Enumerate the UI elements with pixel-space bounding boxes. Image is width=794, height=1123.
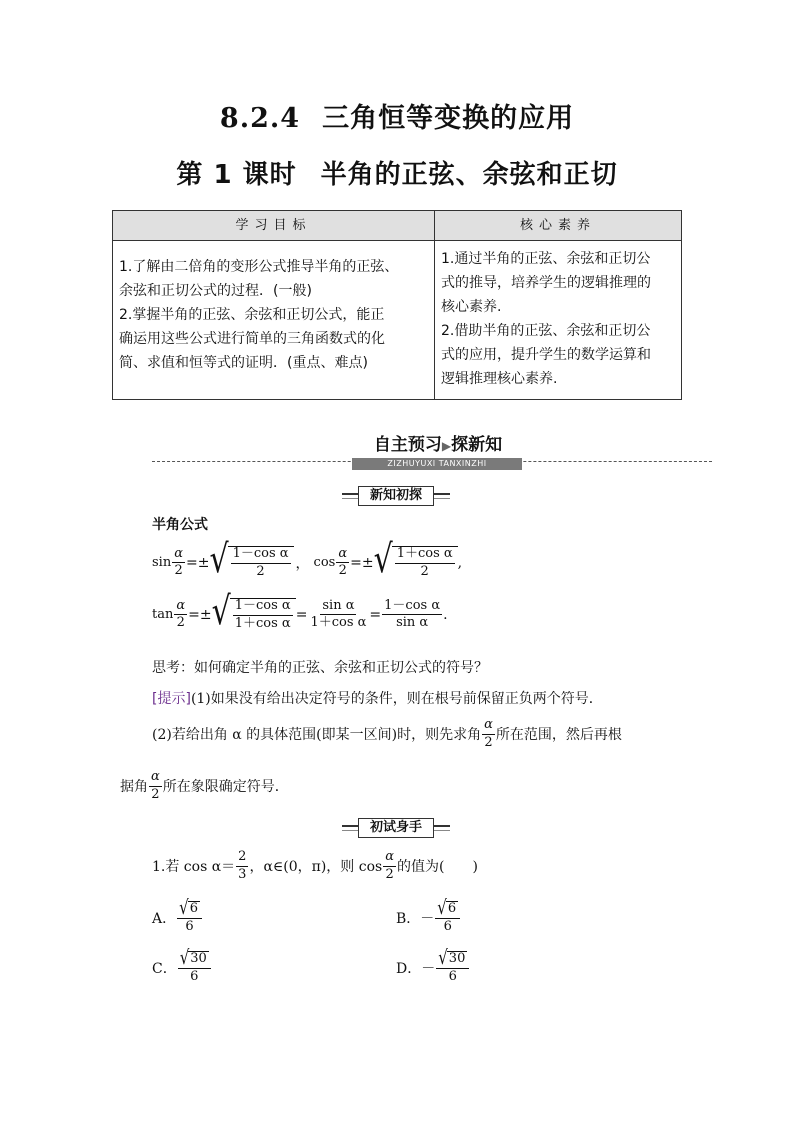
literacy-line: 1.通过半角的正弦、余弦和正切公	[441, 251, 651, 267]
sqrt-icon: √ 6	[179, 896, 198, 920]
section-number: 8.2.4	[219, 103, 301, 134]
hint-2-continued: 据角 $\frac{\alpha}{2}$ 所在象限确定符号．	[120, 769, 289, 802]
goals-table	[112, 210, 682, 400]
section-label-new-knowledge	[342, 485, 450, 507]
lesson-title-text: 半角的正弦、余弦和正切	[320, 160, 618, 190]
literacy-line: 核心素养.	[441, 299, 502, 315]
literacy-line: 式的推导，培养学生的逻辑推理的	[441, 275, 651, 291]
sqrt-icon: √ 6	[437, 896, 457, 920]
goals-col-header: 学习目标	[113, 211, 435, 241]
option-d[interactable]: D． － √ 30 6	[396, 951, 470, 985]
lesson-title	[0, 154, 794, 191]
banner-pinyin: ZIZHUYUXI TANXINZHI	[352, 458, 522, 470]
half-angle-tan-formula: tan $\frac{\alpha}{2}$ = ± √ $\frac{\text{1－cos α}}{\text{1＋cos α}}$ = $\frac{\text{sin α}}{\text{1＋cos α}}$ = $\frac{\text{1－cos α}}{\text{sin α}}$ .	[152, 589, 448, 635]
literacy-cell	[435, 241, 682, 400]
option-c[interactable]: C． √ 30 6	[152, 951, 212, 985]
literacy-line: 2.借助半角的正弦、余弦和正切公	[441, 323, 651, 339]
goal-line: 简、求值和恒等式的证明．(重点、难点)	[119, 355, 368, 371]
hint-tag: [提示]	[152, 691, 191, 707]
arrow-icon: ▶	[441, 439, 452, 453]
half-angle-sin-cos-formula: sin $\frac{\alpha}{2}$ = ± √ $\frac{\text{1－cos α}}{2}$ ， cos $\frac{\alpha}{2}$ = ± √ $\frac{\text{1＋cos α}}{2}$ ,	[152, 537, 463, 583]
hint-2: (2)若给出角 α 的具体范围(即某一区间)时，则先求角 $\frac{\alpha}{2}$ 所在范围，然后再根	[152, 717, 622, 750]
sqrt-icon: √ $\frac{\text{1＋cos α}}{2}$	[374, 546, 458, 580]
option-b[interactable]: B． － √ 6 6	[396, 901, 461, 935]
goal-line: 1.了解由二倍角的变形公式推导半角的正弦、	[119, 259, 399, 275]
question-1: 1.若 cos α＝ $\frac{2}{3}$ ，α∈(0，π)，则 cos $\frac{\alpha}{2}$ 的值为( )	[152, 849, 478, 882]
goal-line: 确运用这些公式进行简单的三角函数式的化	[119, 331, 385, 347]
sqrt-icon: √ 30	[179, 946, 207, 970]
literacy-line: 逻辑推理核心素养.	[441, 371, 558, 387]
literacy-col-header: 核心素养	[435, 211, 682, 241]
banner-text-a: 自主预习	[373, 435, 442, 455]
section-label-text: 初试身手	[358, 818, 434, 838]
goals-cell	[113, 241, 435, 400]
sqrt-icon: √ 30	[438, 946, 466, 970]
think-question: 思考：如何确定半角的正弦、余弦和正切公式的符号？	[152, 660, 488, 676]
preview-banner	[152, 434, 712, 470]
banner-title	[354, 434, 522, 457]
section-title	[0, 96, 794, 135]
section-title-text: 三角恒等变换的应用	[322, 103, 575, 134]
literacy-line: 式的应用，提升学生的数学运算和	[441, 347, 651, 363]
banner-text-b: 探新知	[451, 435, 503, 455]
formula-heading: 半角公式	[152, 517, 208, 533]
section-label-text: 新知初探	[358, 486, 434, 506]
goal-line: 余弦和正切公式的过程．(一般)	[119, 283, 312, 299]
section-label-first-try	[342, 817, 450, 839]
lesson-label: 第 1 课时	[176, 160, 297, 190]
option-a[interactable]: A． √ 6 6	[152, 901, 203, 935]
sqrt-icon: √ $\frac{\text{1－cos α}}{\text{1＋cos α}}$	[212, 598, 296, 632]
hint-1: [提示](1)如果没有给出决定符号的条件，则在根号前保留正负两个符号．	[152, 691, 603, 707]
sqrt-icon: √ $\frac{\text{1－cos α}}{2}$	[209, 546, 293, 580]
goal-line: 2.掌握半角的正弦、余弦和正切公式，能正	[119, 307, 385, 323]
